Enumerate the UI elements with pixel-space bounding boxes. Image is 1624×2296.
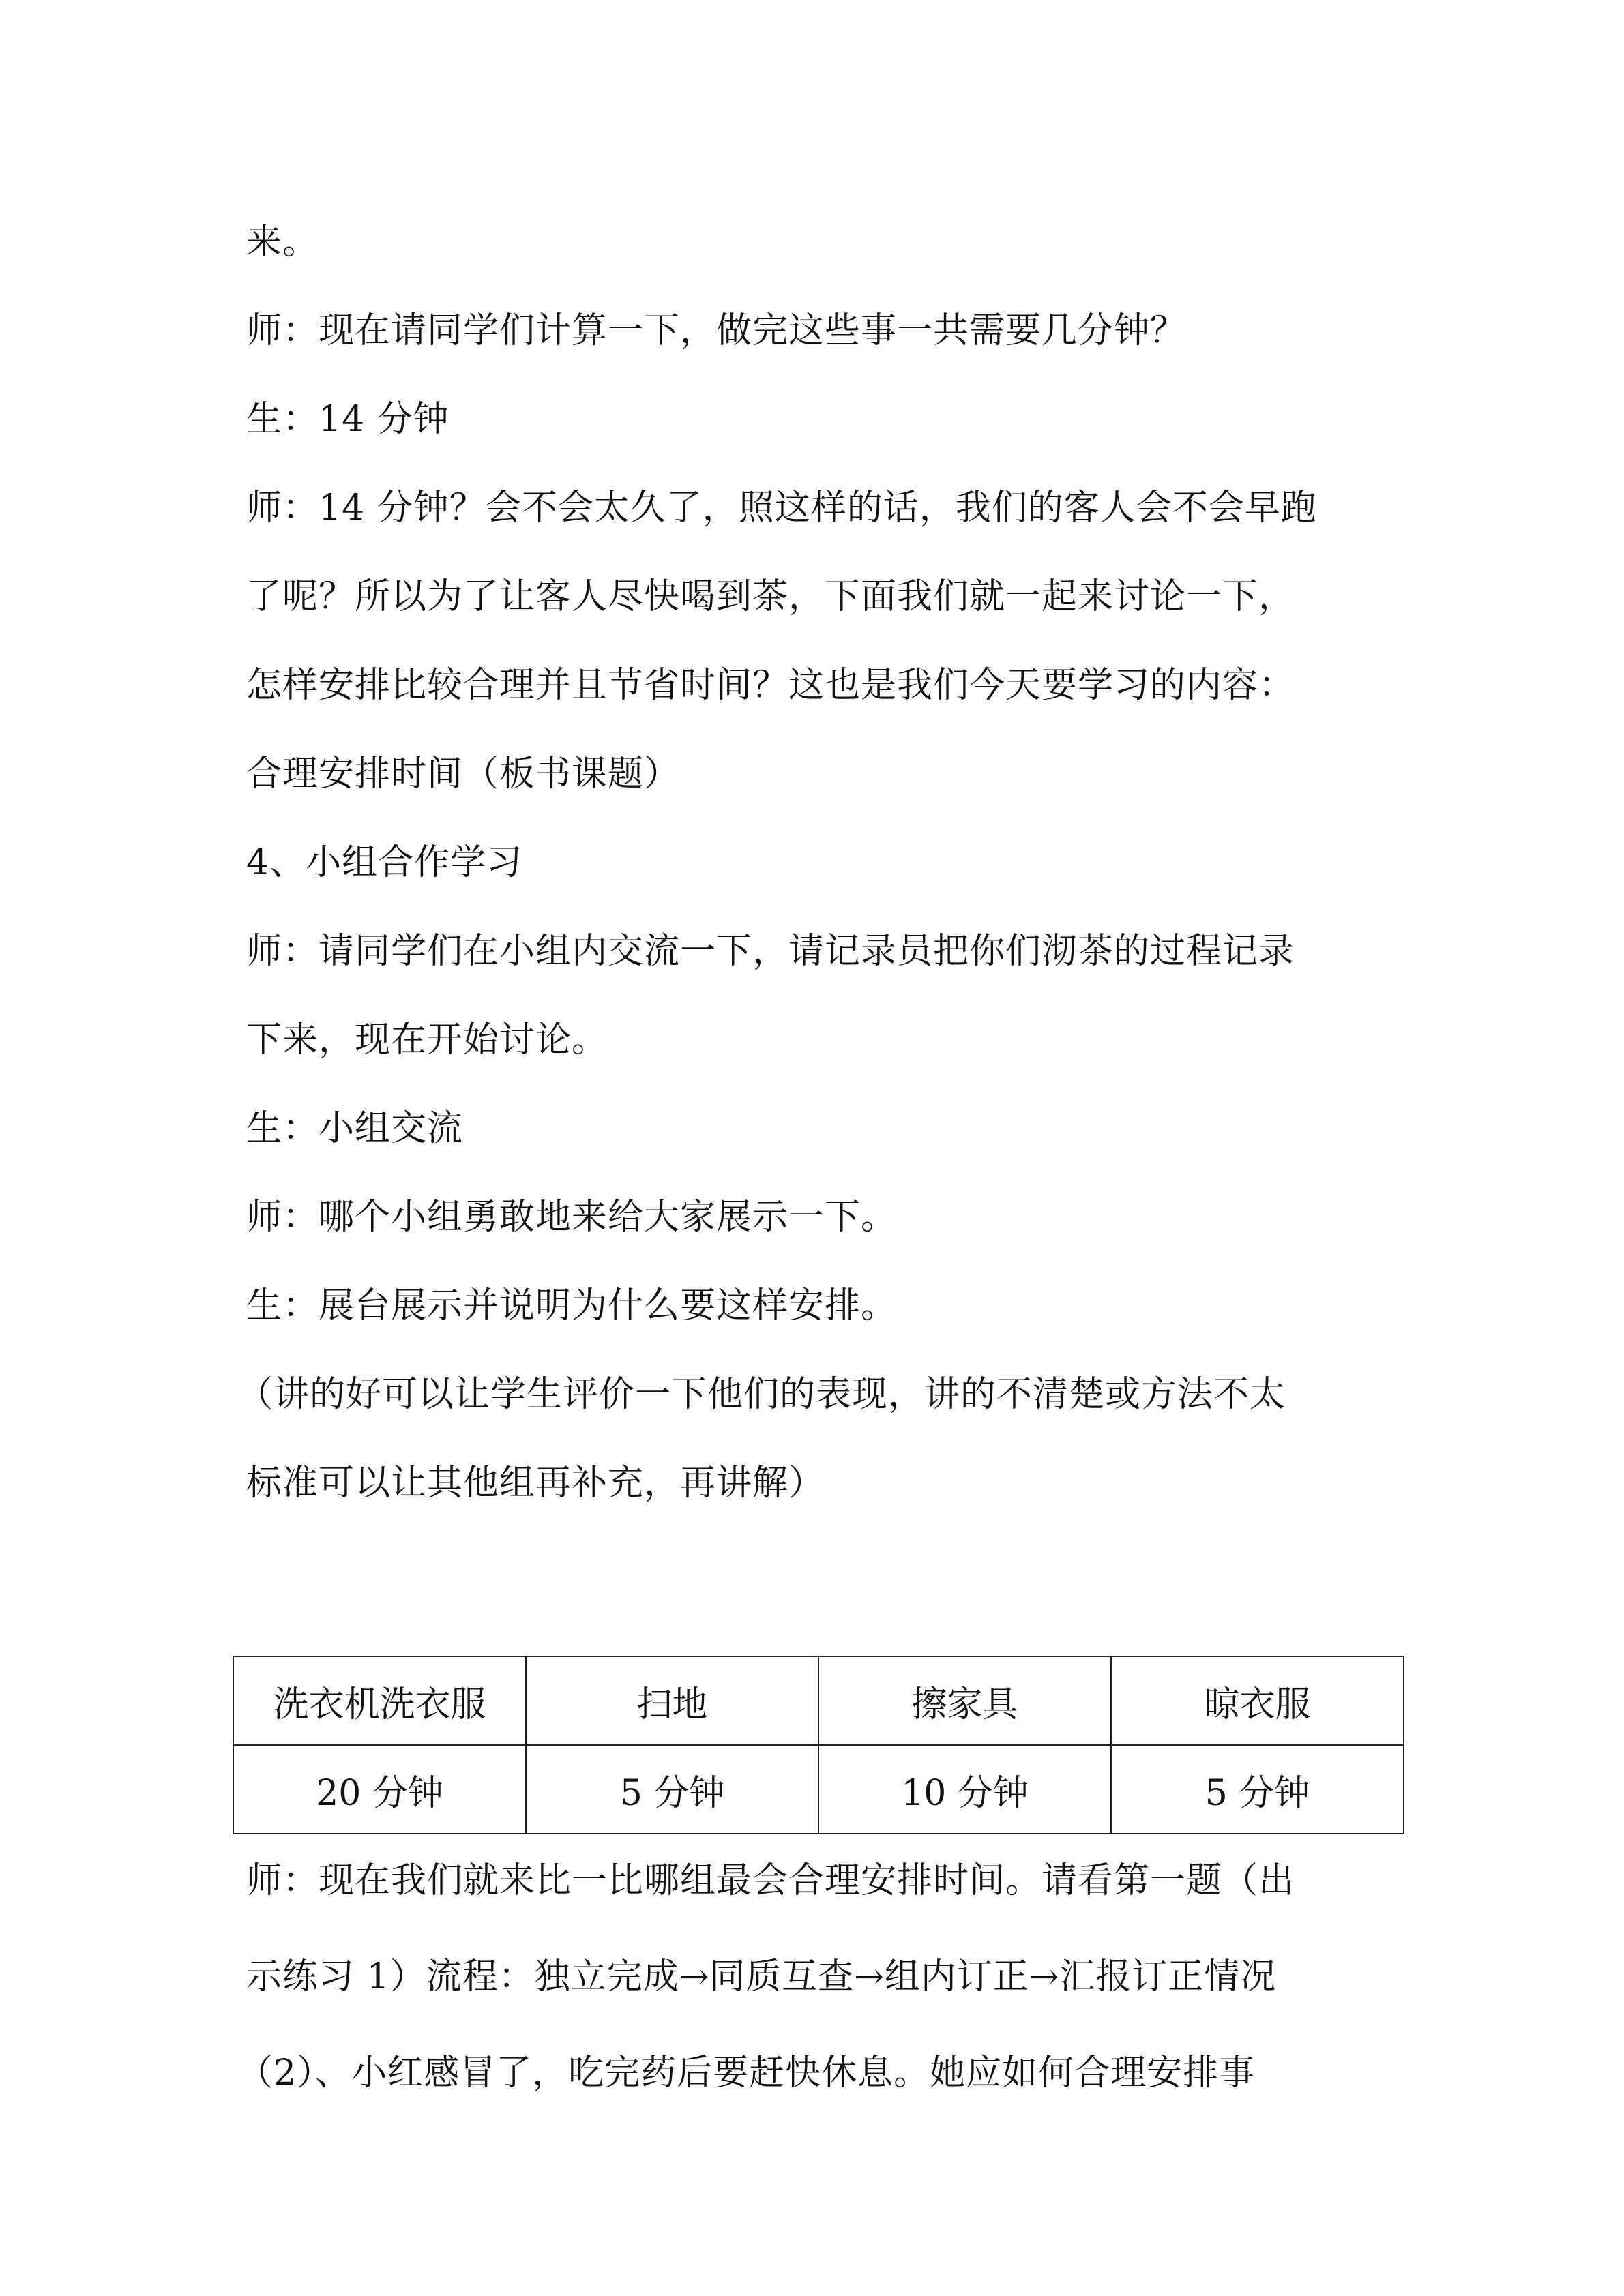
paragraph-line: 生：14 分钟 [246, 399, 449, 440]
chores-table [233, 1656, 1404, 1834]
paragraph-line: 生：展台展示并说明为什么要这样安排。 [246, 1285, 898, 1326]
paragraph-line: 来。 [246, 222, 319, 263]
paragraph-line: （2）、小红感冒了，吃完药后要赶快休息。她应如何合理安排事 [237, 2053, 1256, 2093]
table-cell: 10 分钟 [818, 1745, 1111, 1834]
table-row-header [233, 1656, 1404, 1745]
paragraph-line: 标准可以让其他组再补充，再讲解） [246, 1463, 825, 1504]
paragraph-line: 示练习 1）流程：独立完成→同质互查→组内订正→汇报订正情况 [246, 1956, 1277, 1997]
paragraph-line: 师：14 分钟？会不会太久了，照这样的话，我们的客人会不会早跑 [246, 488, 1317, 528]
section-heading: 4、小组合作学习 [246, 842, 523, 883]
table-header-cell: 擦家具 [818, 1656, 1111, 1745]
table-header-cell: 洗衣机洗衣服 [233, 1656, 526, 1745]
paragraph-line: 下来，现在开始讨论。 [246, 1019, 608, 1060]
paragraph-line: 师：现在请同学们计算一下，做完这些事一共需要几分钟？ [246, 310, 1187, 351]
paragraph-line: 师：现在我们就来比一比哪组最会合理安排时间。请看第一题（出 [246, 1860, 1295, 1901]
table-cell: 5 分钟 [1111, 1745, 1404, 1834]
table-cell: 20 分钟 [233, 1745, 526, 1834]
table-header-cell: 晾衣服 [1111, 1656, 1404, 1745]
paragraph-line: 师：哪个小组勇敢地来给大家展示一下。 [246, 1197, 898, 1238]
table-header-cell: 扫地 [526, 1656, 818, 1745]
paragraph-line: （讲的好可以让学生评价一下他们的表现，讲的不清楚或方法不太 [237, 1374, 1286, 1415]
paragraph-line: 怎样安排比较合理并且节省时间？这也是我们今天要学习的内容： [246, 665, 1295, 706]
paragraph-line: 师：请同学们在小组内交流一下，请记录员把你们沏茶的过程记录 [246, 931, 1295, 972]
table-row-values [233, 1745, 1404, 1834]
paragraph-line: 了呢？所以为了让客人尽快喝到茶，下面我们就一起来讨论一下， [246, 576, 1295, 617]
paragraph-line: 合理安排时间（板书课题） [246, 754, 681, 794]
paragraph-line: 生：小组交流 [246, 1108, 464, 1149]
table-cell: 5 分钟 [526, 1745, 818, 1834]
